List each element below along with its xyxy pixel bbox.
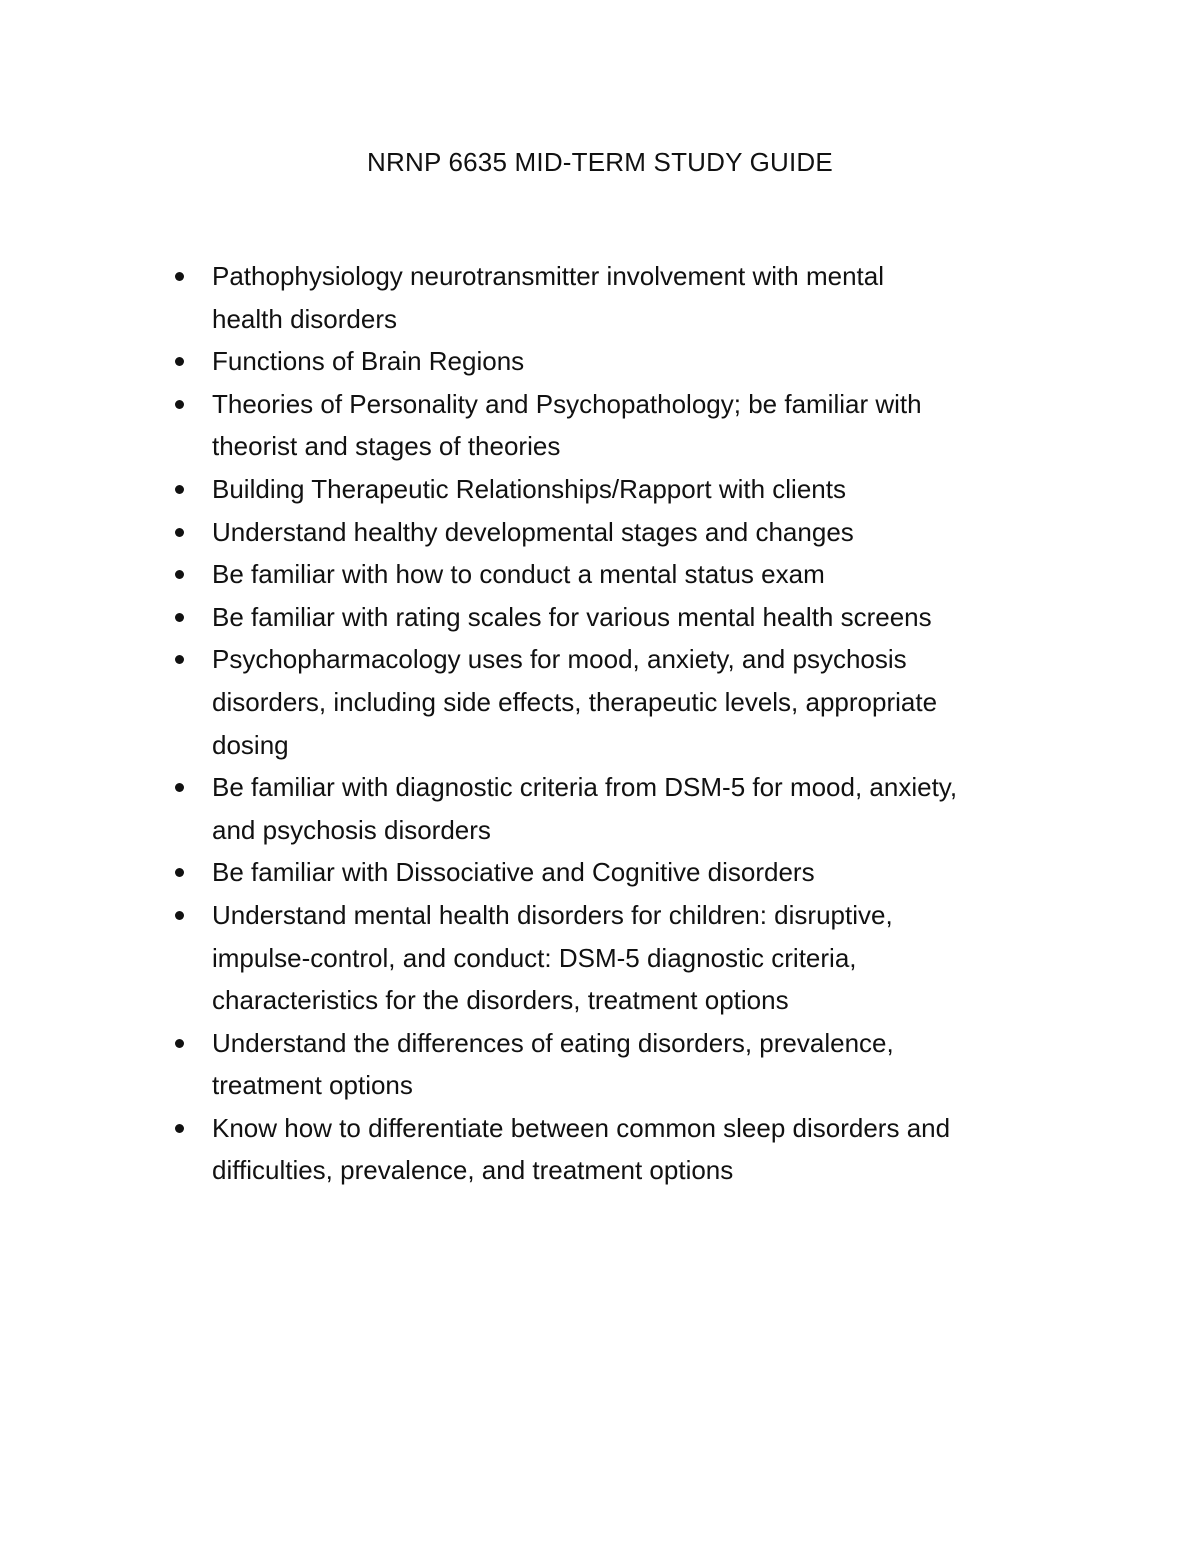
list-item-text: Pathophysiology neurotransmitter involvement with mental health disorders: [212, 261, 885, 334]
list-item-text: Psychopharmacology uses for mood, anxiety, and psychosis disorders, including side effects, therapeutic levels, appropriate dosing: [212, 644, 938, 760]
list-item: [170, 1022, 1070, 1107]
list-item: [170, 340, 1070, 383]
list-item: [170, 553, 1070, 596]
bullet-icon: [170, 468, 212, 511]
bullet-icon: [170, 894, 212, 937]
list-item-text: Theories of Personality and Psychopathology; be familiar with theorist and stages of theories: [212, 388, 922, 462]
bullet-icon: [170, 596, 212, 639]
list-item: [170, 851, 1070, 894]
list-item: [170, 596, 1070, 639]
bullet-icon: [170, 511, 212, 554]
list-item-text: Be familiar with diagnostic criteria from DSM-5 for mood, anxiety, and psychosis disorders: [212, 772, 958, 845]
list-item-text: Know how to differentiate between common sleep disorders and difficulties, prevalence, and treatment options: [212, 1112, 951, 1186]
bullet-icon: [170, 255, 212, 298]
list-item: [170, 255, 1070, 340]
list-item: [170, 766, 1070, 851]
list-item-text: Understand healthy developmental stages and changes: [212, 516, 854, 547]
list-item-text: Be familiar with rating scales for various mental health screens: [212, 601, 932, 632]
list-item: [170, 894, 1070, 1022]
list-item: [170, 383, 1070, 468]
list-item: [170, 638, 1070, 766]
bullet-icon: [170, 638, 212, 681]
bullet-icon: [170, 766, 212, 809]
list-item-text: Building Therapeutic Relationships/Rapport with clients: [212, 473, 846, 504]
bullet-icon: [170, 1022, 212, 1065]
list-item-text: Understand mental health disorders for children: disruptive, impulse-control, and conduct: DSM-5 diagnostic criteria, characteristics for the disorders, treatment options: [212, 899, 893, 1016]
list-item-text: Be familiar with Dissociative and Cognitive disorders: [212, 857, 815, 888]
list-item: [170, 468, 1070, 511]
bullet-icon: [170, 851, 212, 894]
bullet-icon: [170, 340, 212, 383]
list-item: [170, 1107, 1070, 1192]
bullet-icon: [170, 383, 212, 426]
list-item-text: Be familiar with how to conduct a mental status exam: [212, 559, 825, 590]
bullet-icon: [170, 1107, 212, 1150]
bullet-icon: [170, 553, 212, 596]
list-item: [170, 511, 1070, 554]
study-topic-list: [170, 255, 1070, 1192]
list-item-text: Functions of Brain Regions: [212, 346, 525, 377]
list-item-text: Understand the differences of eating disorders, prevalence, treatment options: [212, 1027, 894, 1101]
document-title: NRNP 6635 MID-TERM STUDY GUIDE: [367, 147, 833, 177]
